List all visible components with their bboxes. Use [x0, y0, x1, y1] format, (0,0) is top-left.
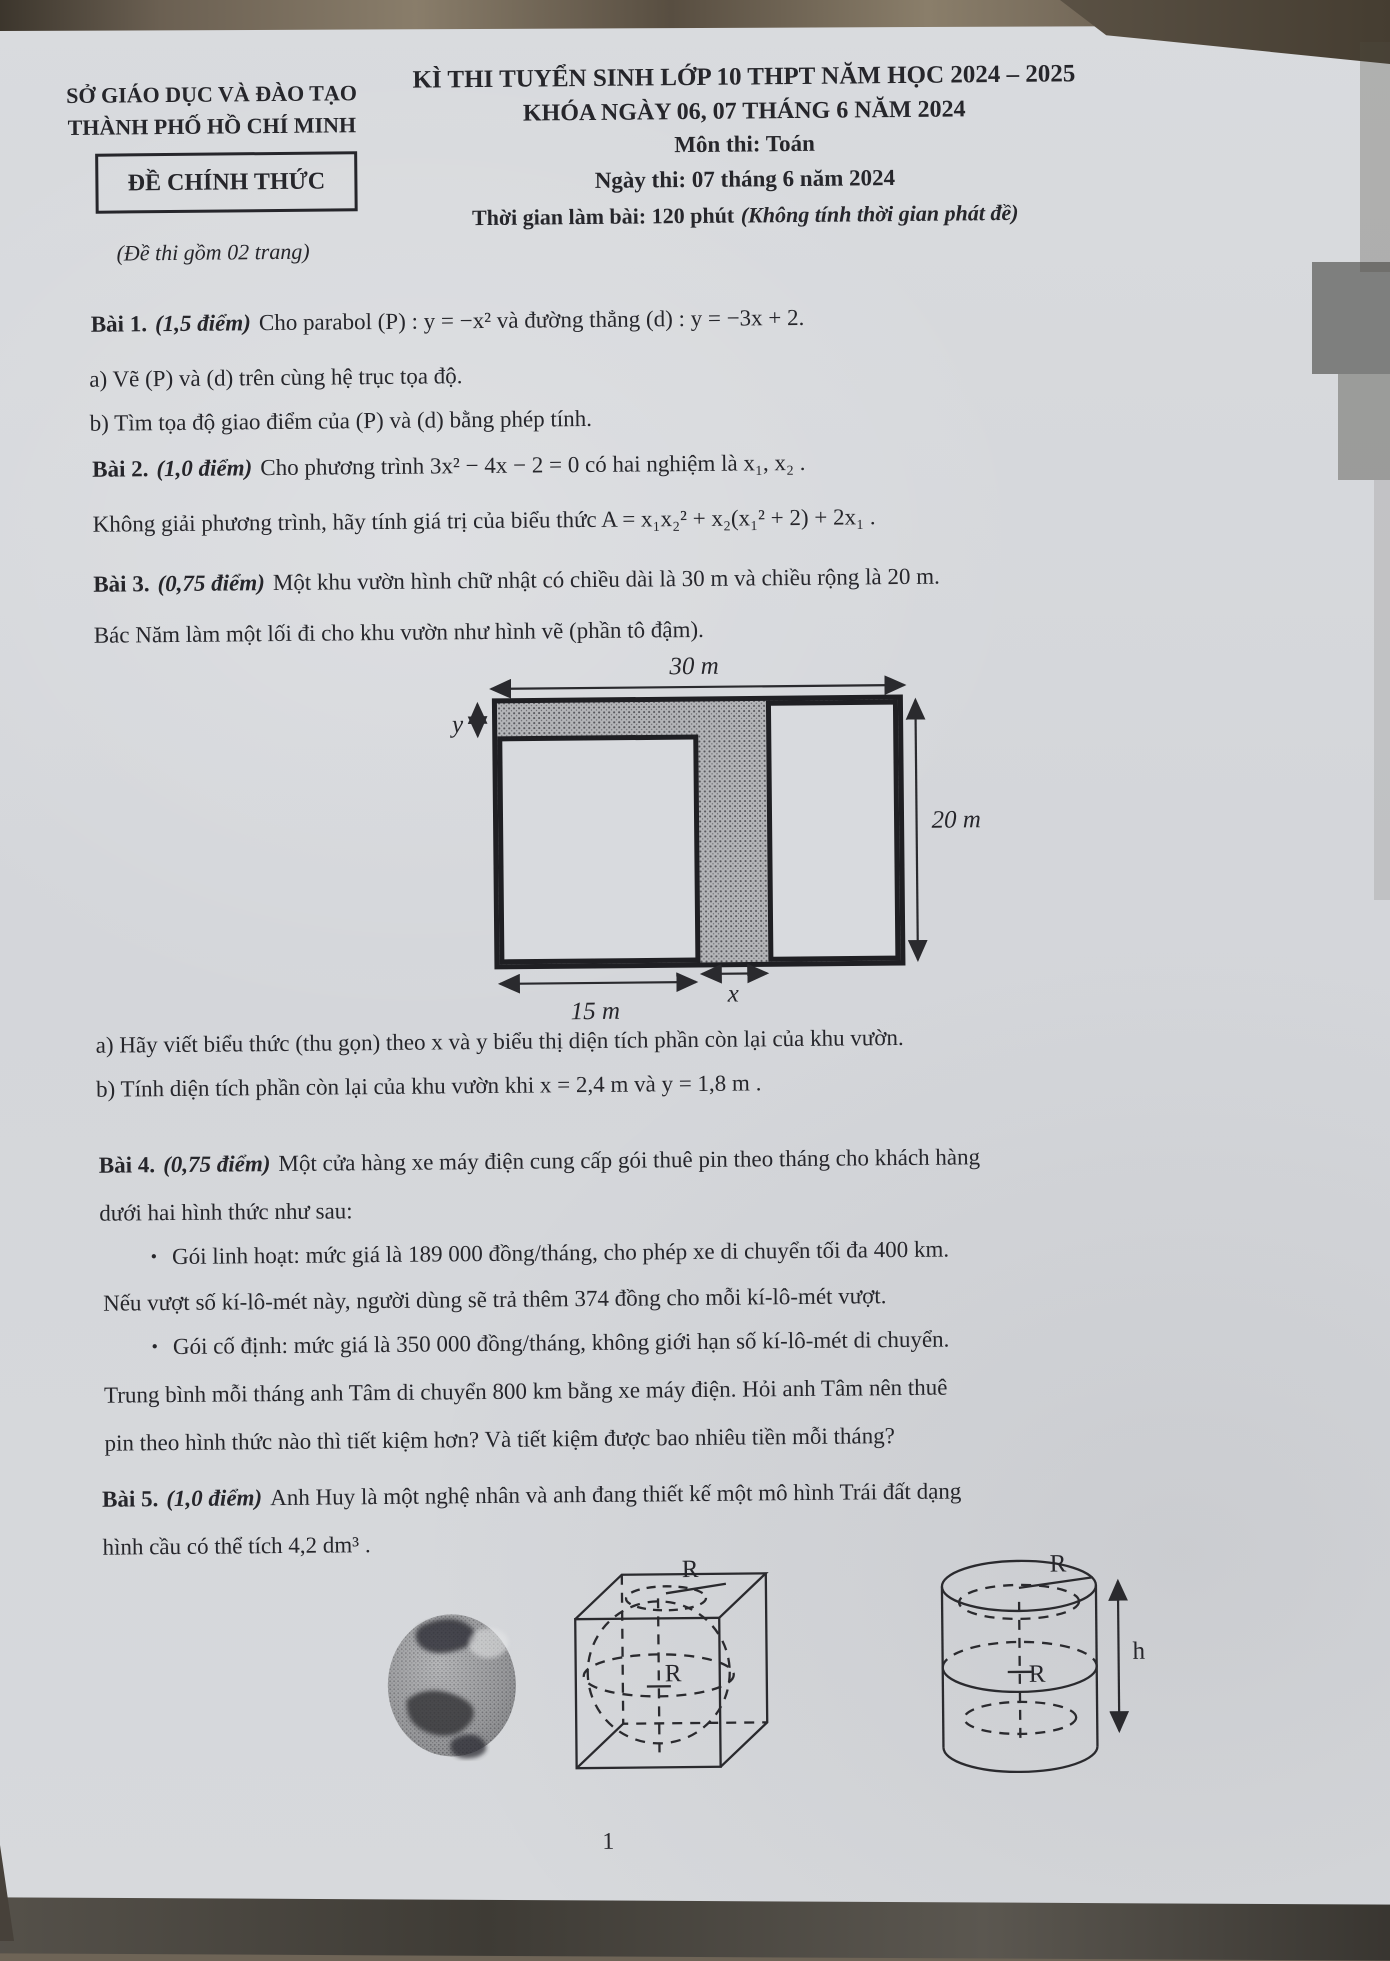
problem-5-intro: [102, 1477, 962, 1514]
garden-width-arrow: [491, 685, 904, 689]
exam-session: KHÓA NGÀY 06, 07 THÁNG 6 NĂM 2024: [407, 93, 1082, 129]
problem-4-points: (0,75 điểm): [163, 1151, 271, 1177]
issuer-line1: SỞ GIÁO DỤC VÀ ĐÀO TẠO: [51, 79, 371, 110]
exam-duration: [388, 198, 1103, 232]
problem-1-points: (1,5 điểm): [155, 310, 251, 336]
problem-5-text: Anh Huy là một nghệ nhân và anh đang thiết kế một mô hình Trái đất dạng: [270, 1478, 961, 1510]
bullet-icon: •: [151, 1336, 158, 1356]
problem-3-label: Bài 3.: [93, 571, 149, 597]
problem-4-label: Bài 4.: [99, 1152, 155, 1178]
official-exam-box: [95, 151, 358, 214]
problem-4-intro: [99, 1143, 981, 1180]
problem-5-points: (1,0 điểm): [166, 1485, 262, 1511]
problem-1-text: Cho parabol (P) : y = −x² và đường thẳng (d) : y = −3x + 2.: [259, 305, 805, 335]
issuer-line2: THÀNH PHỐ HỒ CHÍ MINH: [52, 111, 372, 142]
problem-4-line6: pin theo hình thức nào thì tiết kiệm hơn? Và tiết kiệm được bao nhiêu tiền mỗi tháng?: [104, 1422, 895, 1458]
duration-bold: Thời gian làm bài: 120 phút: [472, 203, 734, 231]
problem-2-label: Bài 2.: [92, 456, 148, 482]
bullet-icon: •: [151, 1246, 158, 1266]
problem-1-intro: [91, 304, 805, 340]
problem-4-bullet1-text: Gói linh hoạt: mức giá là 189 000 đồng/tháng, cho phép xe di chuyển tối đa 400 km.: [172, 1237, 949, 1269]
garden-inner-width-arrow: [500, 982, 696, 984]
problem-1-item-a: a) Vẽ (P) và (d) trên cùng hệ trục tọa độ.: [89, 362, 462, 394]
garden-strip-arrow: [702, 973, 767, 974]
problem-2-points: (1,0 điểm): [156, 455, 252, 481]
cylinder-top-radius-label: R: [1050, 1550, 1067, 1577]
garden-strip-label: x: [727, 981, 739, 1008]
problem-4-text: Một cửa hàng xe máy điện cung cấp gói thuê pin theo tháng cho khách hàng: [278, 1144, 980, 1176]
garden-height-label: 20 m: [931, 806, 981, 833]
official-exam-label: ĐỀ CHÍNH THỨC: [128, 167, 326, 199]
pages-note: (Đề thi gồm 02 trang): [53, 237, 373, 268]
photo-background-right-patch: [1338, 374, 1390, 480]
problem-4-intro2: dưới hai hình thức như sau:: [99, 1197, 353, 1228]
photo-background-bottom-edge: [0, 1897, 1390, 1960]
exam-date: Ngày thi: 07 tháng 6 năm 2024: [407, 162, 1082, 197]
problem-5-line2: hình cầu có thể tích 4,2 dm³ .: [102, 1531, 370, 1562]
problem-1-label: Bài 1.: [91, 311, 147, 337]
garden-left-plot: [500, 737, 698, 962]
problem-2-intro: [92, 449, 806, 485]
duration-italic: (Không tính thời gian phát đề): [741, 200, 1019, 228]
problem-3-item-a: a) Hãy viết biểu thức (thu gọn) theo x và y biểu thị diện tích phần còn lại của khu vườn.: [96, 1024, 904, 1061]
cube-center-radius-label: R: [665, 1660, 682, 1687]
garden-path-figure: [387, 637, 991, 1038]
problem-4-bullet1: [151, 1236, 950, 1272]
problem-3-line2: Bác Năm làm một lối đi cho khu vườn như hình vẽ (phần tô đậm).: [94, 616, 704, 651]
garden-path-width-label: y: [449, 711, 464, 738]
problem-4-line5: Trung bình mỗi tháng anh Tâm di chuyển 800 km bằng xe máy điện. Hỏi anh Tâm nên thuê: [104, 1374, 948, 1411]
photo-background-right-patch: [1312, 262, 1390, 374]
cylinder-center-radius-label: R: [1029, 1661, 1046, 1688]
garden-figure-svg: [387, 637, 991, 1038]
cylinder-height-label: h: [1132, 1638, 1145, 1665]
paper-right-shadow: [1360, 42, 1390, 272]
sphere-models-figure: [336, 1541, 1154, 1824]
problem-4-line3: Nếu vượt số kí-lô-mét này, người dùng sẽ trả thêm 374 đồng cho mỗi kí-lô-mét vượt.: [103, 1282, 887, 1318]
garden-height-arrow: [915, 700, 917, 960]
problem-3-points: (0,75 điểm): [157, 570, 265, 596]
problem-1-item-b: b) Tìm tọa độ giao điểm của (P) và (d) bằng phép tính.: [90, 405, 593, 439]
cube-top-radius-label: R: [682, 1556, 699, 1583]
problem-5-label: Bài 5.: [102, 1486, 158, 1512]
problem-2-line2: Không giải phương trình, hãy tính giá trị của biểu thức A = x₁x₂² + x₂(x₁² + 2) + 2x₁ .: [93, 503, 876, 539]
problem-4-bullet2-text: Gói cố định: mức giá là 350 000 đồng/tháng, không giới hạn số kí-lô-mét di chuyển.: [173, 1327, 950, 1359]
paper-right-shadow: [1374, 480, 1390, 900]
page-number: 1: [568, 1826, 648, 1857]
garden-right-plot: [768, 702, 897, 959]
garden-inner-width-label: 15 m: [571, 998, 621, 1025]
exam-subject: Môn thi: Toán: [407, 127, 1082, 162]
earth-globe-image: [387, 1614, 516, 1759]
problem-3-intro: [93, 563, 940, 600]
problem-3-text: Một khu vườn hình chữ nhật có chiều dài là 30 m và chiều rộng là 20 m.: [273, 564, 940, 595]
solids-figure-svg: [336, 1541, 1154, 1824]
garden-width-label: 30 m: [668, 653, 719, 680]
problem-4-bullet2: [151, 1326, 949, 1362]
problem-2-text: Cho phương trình 3x² − 4x − 2 = 0 có hai nghiệm là x₁, x₂ .: [260, 450, 805, 480]
problem-3-item-b: b) Tính diện tích phần còn lại của khu vườn khi x = 2,4 m và y = 1,8 m .: [96, 1069, 762, 1104]
exam-title: KÌ THI TUYỂN SINH LỚP 10 THPT NĂM HỌC 2024 – 2025: [406, 58, 1081, 96]
